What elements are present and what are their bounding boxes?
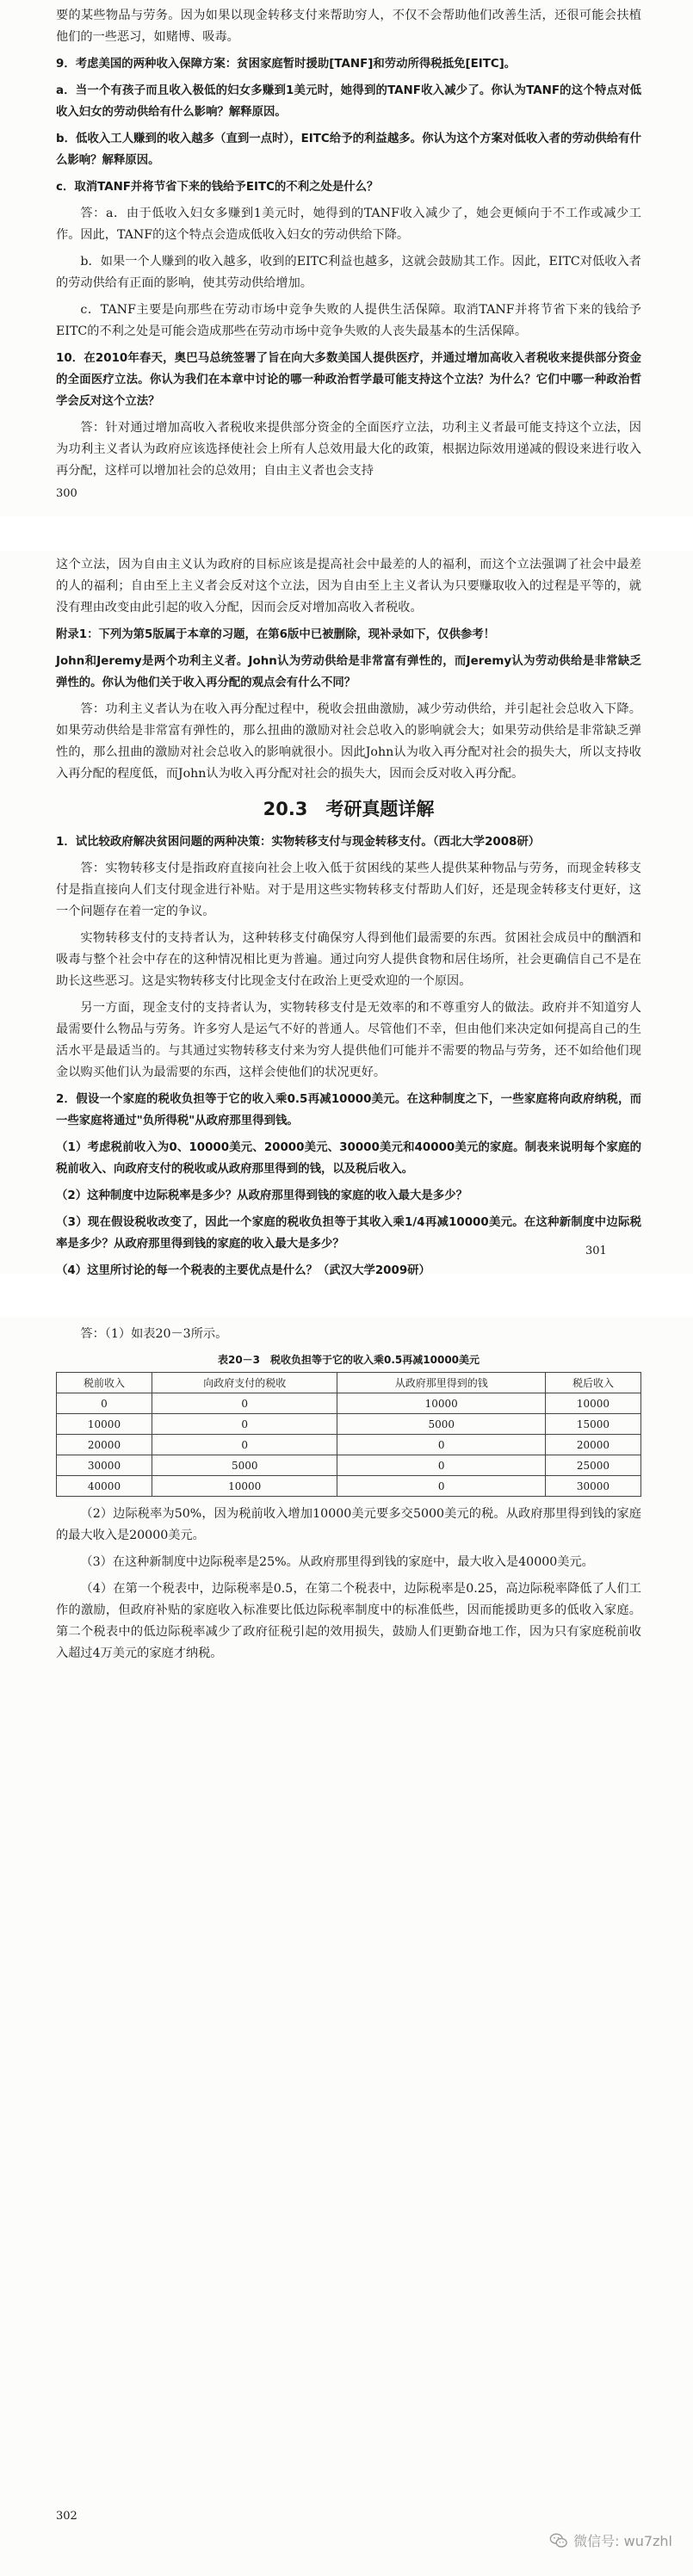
- question-9c: c．取消TANF并将节省下来的钱给予EITC的不利之处是什么？: [56, 181, 379, 194]
- answer-2-2: （2）边际税率为50%，因为税前收入增加10000美元要多交5000美元的税。从政府那里得到钱的家庭的最大收入是20000美元。: [56, 1507, 641, 1542]
- cell: 0: [57, 1393, 152, 1414]
- answer-10: 答：针对通过增加高收入者税收来提供部分资金的全面医疗立法，功利主义者最可能支持这个立法，因为功利主义者认为政府应该选择使社会上所有人总效用最大化的政策，根据边际效用递减的假设来进行收入再分配，这样可以增加社会的总效用；自由主义者也会支持: [56, 421, 641, 478]
- cell: 30000: [57, 1455, 152, 1476]
- answer-2-3: （3）在这种新制度中边际税率是25%。从政府那里得到钱的家庭中，最大收入是40000美元。: [80, 1555, 594, 1569]
- table-row: [57, 1476, 641, 1497]
- cell: 20000: [57, 1435, 152, 1455]
- table-row: [57, 1393, 641, 1414]
- appendix-question: John和Jeremy是两个功利主义者。John认为劳动供给是非常富有弹性的，而Jeremy认为劳动供给是非常缺乏弹性的。你认为他们关于收入再分配的观点会有什么不同？: [56, 655, 641, 689]
- question-9a: a．当一个有孩子而且收入极低的妇女多赚到1美元时，她得到的TANF收入减少了。你认为TANF的这个特点对低收入妇女的劳动供给有什么影响？解释原因。: [56, 84, 641, 119]
- cell: 5000: [152, 1455, 337, 1476]
- cell: 40000: [57, 1476, 152, 1497]
- paragraph: 要的某些物品与劳务。因为如果以现金转移支付来帮助穷人，不仅不会帮助他们改善生活，还很可能会扶植他们的一些恶习，如赌博、吸毒。: [56, 9, 641, 44]
- answer-9b: b．如果一个人赚到的收入越多，收到的EITC利益也越多，这就会鼓励其工作。因此，EITC对低收入者的劳动供给有正面的影响，使其劳动供给增加。: [56, 255, 641, 290]
- cell: 0: [337, 1455, 546, 1476]
- exam-question-2-1: （1）考虑税前收入为0、10000美元、20000美元、30000美元和40000美元的家庭。制表来说明每个家庭的税前收入、向政府支付的税收或从政府那里得到的钱，以及税后收入。: [56, 1141, 641, 1176]
- exam-answer-1-p1: 答：实物转移支付是指政府直接向社会上收入低于贫困线的某些人提供某种物品与劳务，而现金转移支付是指直接向人们支付现金进行补贴。对于是用这些实物转移支付帮助人们好，还是现金转移支付更好，这一个问题存在着一定的争议。: [56, 862, 641, 918]
- question-9: 9．考虑美国的两种收入保障方案：贫困家庭暂时援助[TANF]和劳动所得税抵免[EITC]。: [56, 58, 517, 71]
- table-row: [57, 1435, 641, 1455]
- answer-9c: c．TANF主要是向那些在劳动市场中竞争失败的人提供生活保障。取消TANF并将节省下来的钱给予EITC的不利之处是可能会造成那些在劳动市场中竞争失败的人丧失最基本的生活保障。: [56, 303, 641, 338]
- cell: 10000: [152, 1476, 337, 1497]
- page-302-text: [56, 1324, 641, 1670]
- exam-question-1: 1．试比较政府解决贫困问题的两种决策：实物转移支付与现金转移支付。（西北大学2008研）: [56, 836, 541, 849]
- cell: 0: [152, 1393, 337, 1414]
- watermark-text: 微信号: wu7zhl: [573, 2533, 672, 2549]
- cell: 30000: [545, 1476, 640, 1497]
- exam-answer-1-p3: 另一方面，现金支付的支持者认为，实物转移支付是无效率的和不尊重穷人的做法。政府并不知道穷人最需要什么物品与劳务。许多穷人是运气不好的普通人。尽管他们不幸，但由他们来决定如何提高自己的生活水平是最适当的。与其通过实物转移支付来为穷人提供他们可能并不需要的物品与劳务，还不如给他们现金以购买他们认为最需要的东西，这样会使他们的状况更好。: [56, 1001, 641, 1079]
- header-money-received: 从政府那里得到的钱: [337, 1373, 546, 1393]
- cell: 15000: [545, 1414, 640, 1435]
- cell: 10000: [337, 1393, 546, 1414]
- page-number: 300: [56, 487, 77, 500]
- table-row: [57, 1414, 641, 1435]
- cell: 0: [152, 1414, 337, 1435]
- page-number: 301: [585, 1245, 607, 1257]
- cell: 0: [337, 1435, 546, 1455]
- page-302: [0, 1317, 693, 2576]
- cell: 5000: [337, 1414, 546, 1435]
- exam-question-2-3: （3）现在假设税收改变了，因此一个家庭的税收负担等于其收入乘1/4再减10000美元。在这种新制度中边际税率是多少？从政府那里得到钱的家庭的收入最大是多少？: [56, 1216, 641, 1251]
- cell: 20000: [545, 1435, 640, 1455]
- exam-answer-1-p2: 实物转移支付的支持者认为，这种转移支付确保穷人得到他们最需要的东西。贫困社会成员中的酗酒和吸毒与整个社会中存在的这种情况相比更为普遍。通过向穷人提供食物和居住场所，社会更确信自己不是在助长这些恶习。这是实物转移支付比现金支付在政治上更受欢迎的一个原因。: [56, 931, 641, 988]
- exam-question-2-4: （4）这里所讨论的每一个税表的主要优点是什么？（武汉大学2009研）: [56, 1264, 430, 1277]
- cell: 25000: [545, 1455, 640, 1476]
- table-row: [57, 1455, 641, 1476]
- wechat-icon: [549, 2531, 568, 2550]
- section-title: 20.3 考研真题详解: [263, 799, 435, 819]
- exam-question-2: 2．假设一个家庭的税收负担等于它的收入乘0.5再减10000美元。在这种制度之下，一些家庭将向政府纳税，而一些家庭将通过"负所得税"从政府那里得到钱。: [56, 1093, 641, 1127]
- paragraph: 这个立法，因为自由主义认为政府的目标应该是提高社会中最差的人的福利，而这个立法强调了社会中最差的人的福利；自由至上主义者会反对这个立法，因为自由至上主义者认为只要赚取收入的过程是平等的，就没有理由改变由此引起的收入分配，因而会反对增加高收入者税收。: [56, 558, 641, 615]
- table-header-row: [57, 1373, 641, 1393]
- table-caption: 表20－3 税收负担等于它的收入乘0.5再减10000美元: [217, 1354, 480, 1366]
- answer-9a: 答：a．由于低收入妇女多赚到1美元时，她得到的TANF收入减少了，她会更倾向于不工作或减少工作。因此，TANF的这个特点会造成低收入妇女的劳动供给下降。: [56, 207, 641, 242]
- page-301: [0, 551, 693, 1277]
- appendix-note: 附录1：下列为第5版属于本章的习题，在第6版中已被删除，现补录如下，仅供参考！: [56, 628, 496, 641]
- header-tax-paid: 向政府支付的税收: [152, 1373, 337, 1393]
- question-9b: b．低收入工人赚到的收入越多（直到一点时），EITC给予的利益越多。你认为这个方案对低收入者的劳动供给有什么影响？解释原因。: [56, 133, 641, 167]
- watermark: [549, 2530, 672, 2550]
- appendix-answer: 答：功利主义者认为在收入再分配过程中，税收会扭曲激励，减少劳动供给，并引起社会总收入下降。如果劳动供给是非常富有弹性的，那么扭曲的激励对社会总收入的影响就会大；如果劳动供给是非常缺乏弹性的，那么扭曲的激励对社会总收入的影响就很小。因此John认为收入再分配对社会的损失大，所以支持收入再分配的程度低，而John认为收入再分配对社会的损失大，因而会反对收入再分配。: [56, 702, 641, 781]
- page-300: [0, 0, 693, 516]
- cell: 10000: [57, 1414, 152, 1435]
- page-number: 302: [56, 2510, 77, 2523]
- page-301-text: [56, 554, 641, 1287]
- question-10: 10．在2010年春天，奥巴马总统签署了旨在向大多数美国人提供医疗，并通过增加高收入者税收来提供部分资金的全面医疗立法。你认为我们在本章中讨论的哪一种政治哲学最可能支持这个立法？为什么？它们中哪一种政治哲学会反对这个立法？: [56, 352, 641, 408]
- tax-table: [56, 1372, 641, 1497]
- exam-question-2-2: （2）这种制度中边际税率是多少？从政府那里得到钱的家庭的收入最大是多少？: [56, 1189, 467, 1202]
- header-aftertax-income: 税后收入: [545, 1373, 640, 1393]
- cell: 10000: [545, 1393, 640, 1414]
- page-300-text: [56, 5, 641, 487]
- answer-2-4: （4）在第一个税表中，边际税率是0.5，在第二个税表中，边际税率是0.25，高边际税率降低了人们工作的激励，但政府补贴的家庭收入标准要比低边际税率制度中的标准低些，因而能援助更多的低收入家庭。第二个税表中的低边际税率减少了政府征税引起的效用损失，鼓励人们更勤奋地工作，因为只有家庭税前收入超过4万美元的家庭才纳税。: [56, 1582, 641, 1660]
- cell: 0: [337, 1476, 546, 1497]
- cell: 0: [152, 1435, 337, 1455]
- answer-intro: 答：（1）如表20－3所示。: [80, 1327, 228, 1341]
- header-pretax-income: 税前收入: [57, 1373, 152, 1393]
